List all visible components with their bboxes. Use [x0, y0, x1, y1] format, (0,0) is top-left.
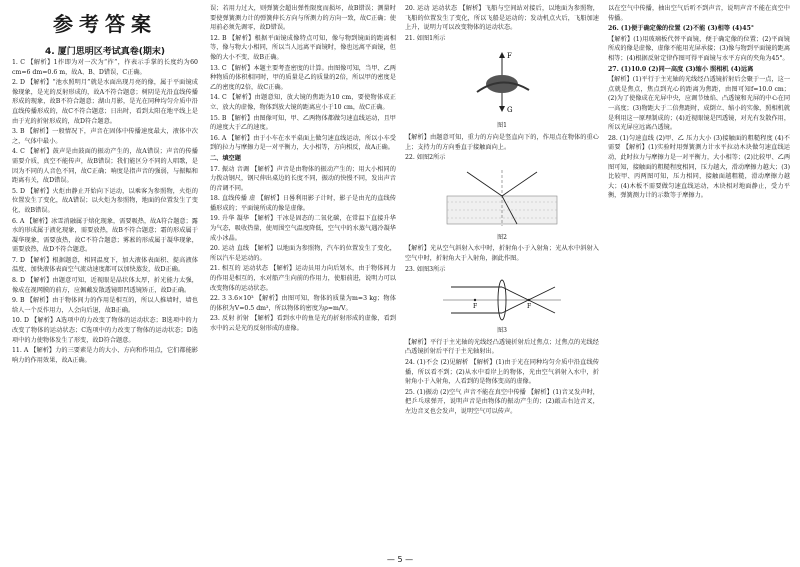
answer-paragraph: 9. B 【解析】由于物体间力的作用是相互的，所以人推墙时，墙也给人一个反作用力，人会向后退，故B正确。 — [12, 297, 198, 314]
section-heading: 二、填空题 — [210, 154, 241, 162]
answer-paragraph: 11. A 【解析】力的三要素是力的大小、方向和作用点，它们都能影响力的作用效果，故A正确。 — [12, 347, 198, 364]
answer-paragraph: 20. 运动 直线 【解析】以地面为参照物，汽车的位置发生了变化，所以汽车是运动的。 — [210, 245, 396, 262]
figure-1-caption: 图1 — [497, 122, 507, 130]
answer-paragraph: 28. (1)匀速直线 (2)甲、乙 压力大小 (3)接触面的粗糙程度 (4)不需要 【解析】(1)实验时用弹簧测力计水平拉动木块做匀速直线运动，此时拉力与摩擦力是一对平衡力，大小相等；(2)比较甲、乙两图可知，接触面的粗糙程度相同，压力越大，滑动摩擦力越大；(3)比较甲、丙两图可知，压力相同，接触面越粗糙，滑动摩擦力越大；(4)木板不需要做匀速直线运动，木块相对地面静止，受力平衡，弹簧测力计的示数等于摩擦力。 — [608, 134, 790, 200]
answer-paragraph: 17. 振动 音调 【解析】声音是由物体的振动产生的；用大小相同的力拨动钢尺，钢尺伸出桌边的长度不同，振动的快慢不同，发出声音的音调不同。 — [210, 165, 396, 192]
answer-paragraph: 21. 相互的 运动状态 【解析】运动员用力向后划水，由于物体间力的作用是相互的，水对船产生向前的作用力，使船前进，说明力可以改变物体的运动状态。 — [210, 265, 396, 292]
answer-paragraph: 23. 如图3所示 — [405, 265, 446, 273]
figure-3-lens-diagram — [437, 277, 567, 323]
answer-paragraph: 【解析】(1)用玻璃板代替平面镜，便于确定像的位置；(2)平面镜所成的像是虚像，虚像不能用光屏承接；(3)像与物到平面镜的距离相等；(4)根据反射定律作图可得平面镜与水平方向的夹角为45°。 — [608, 35, 790, 62]
page-header — [12, 6, 198, 38]
answer-paragraph: 16. A 【解析】由于小车在水平桌面上做匀速直线运动，所以小车受到的拉力与摩擦力是一对平衡力，大小相等，方向相反，故A正确。 — [210, 134, 396, 152]
answer-paragraph: 27. (1)10.0 (2)同一高度 (3)缩小 照相机 (4)远离 — [608, 65, 754, 73]
column-4 — [608, 4, 790, 552]
answer-paragraph: 2. D 【解析】“池水照明月”就是水面出现月亮的像，属于平面镜成像现象，是光的反射形成的，故A不符合题意；树阴是光沿直线传播形成的现象，故B不符合题意；湖山月影，是光在同种均匀介质中沿直线传播形成的，故C不符合题意；日出时，看到太阳在地平线上是由于光的折射形成的，故D符合题意。 — [12, 79, 198, 125]
svg-text:G: G — [507, 106, 513, 115]
page-title: 参考答案 — [53, 11, 157, 36]
figure-3-caption: 图3 — [497, 327, 507, 335]
answer-paragraph: 【解析】光从空气斜射入水中时，折射角小于入射角；光从水中斜射入空气中时，折射角大于入射角，据此作图。 — [405, 245, 599, 262]
column-2 — [210, 4, 396, 552]
answer-paragraph: 14. C 【解析】由题意知，放大镜的焦距为10 cm，要使物体成正立、放大的虚像，物体到放大镜的距离应小于10 cm，故C正确。 — [210, 94, 396, 111]
answer-paragraph: 1. C 【解析】1拃即为对一次为“拃”，拃表示手掌的长度约为60 cm=6 dm=0.6 m，故A、B、D错误，C正确。 — [12, 59, 198, 76]
answer-paragraph: 8. D 【解析】由题意可知，近视眼是晶状体太厚，折光能力太强，像成在视网膜的前方，应佩戴发散透镜即凹透镜矫正，故D正确。 — [12, 277, 198, 294]
figure-1-force-diagram — [447, 46, 557, 118]
answer-paragraph: 5. D 【解析】火炬由静止开始向下运动，以乘客为参照物，火炬的位置发生了变化，故A错误；以火炬为参照物，地面的位置发生了变化，故B错误。 — [12, 187, 198, 214]
answer-paragraph: 以在空气中传播，抽出空气后听不到声音，说明声音不能在真空中传播。 — [608, 5, 790, 22]
answer-paragraph: 3. B 【解析】一般情况下，声音在固体中传播速度最大，液体中次之，气体中最小。 — [12, 128, 198, 145]
answer-paragraph: 15. B 【解析】由图像可知，甲、乙两物体都做匀速直线运动，且甲的速度大于乙的速度。 — [210, 114, 396, 132]
answer-paragraph: 13. C 【解析】本题主要考查密度的计算。由图像可知，当甲、乙两种物质的体积相同时，甲的质量是乙的质量的2倍，所以甲的密度是乙的密度的2倍，故C正确。 — [210, 64, 396, 91]
answer-paragraph: 22. 如图2所示 — [405, 154, 446, 162]
answer-paragraph: 18. 直线传播 虚 【解析】日晷利用影子计时，影子是由光的直线传播形成的；平面镜所成的像是虚像。 — [210, 195, 396, 212]
answer-paragraph: 25. (1)振动 (2)空气 声音不能在真空中传播 【解析】(1)音叉发声时，把乒乓球弹开，说明声音是由物体的振动产生的；(2)敲击右边音叉，左边音叉也会发声，说明空气可以传声。 — [405, 388, 599, 415]
svg-text:F: F — [507, 52, 512, 61]
answer-paragraph: 7. D 【解析】根据题意，相同温度下，加大液体表面积、提高液体温度、加快液体表面空气流动速度都可以加快蒸发，故D正确。 — [12, 256, 198, 274]
answer-paragraph: 24. (1)不会 (2)见解析 【解析】(1)由于光在同种均匀介质中沿直线传播，所以看不到；(2)从水中看岸上的物体，光由空气斜射入水中，折射角小于入射角，人看到的是物体变高的虚像。 — [405, 358, 599, 386]
answer-paragraph: 23. 反射 折射 【解析】看到水中的鱼是光的折射形成的虚像，看到水中的云是光的反射形成的虚像。 — [210, 315, 396, 332]
answer-paragraph: 6. A 【解析】冰雪消融属于熔化现象，需要吸热，故A符合题意；露水的形成属于液化现象，需要放热，故B不符合题意；霜的形成属于凝华现象，需要放热，故C不符合题意；雾凇的形成属于凝华现象，需要放热，故D不符合题意。 — [12, 217, 198, 254]
figure-2-refraction-diagram — [437, 166, 567, 230]
answer-paragraph: 【解析】由题意可知，重力的方向是竖直向下的，作用点在物体的重心上；支持力的方向垂直于接触面向上。 — [405, 133, 599, 151]
answer-paragraph: 【解析】(1)平行于主光轴的光线经凸透镜折射后会聚于一点，这一点就是焦点，焦点到光心的距离为焦距，由图可知f=10.0 cm；(2)为了使像成在光屏中央，应调节烛焰、凸透镜和光屏的中心在同一高度；(3)物距大于二倍焦距时，成倒立、缩小的实像，照相机就是利用这一原理制成的；(4)近视眼镜是凹透镜，对光有发散作用，所以光屏应远离凸透镜。 — [608, 76, 790, 132]
figure-2-caption: 图2 — [497, 233, 507, 241]
svg-text:F: F — [473, 303, 478, 311]
section-title: 4. 厦门思明区考试真卷(期末) — [44, 47, 166, 57]
answer-paragraph: 20. 运动 运动状态 【解析】飞船与空间站对接后，以地面为参照物，飞船的位置发生了变化，所以飞船是运动的；发动机点火后，飞船加速上升，说明力可以改变物体的运动状态。 — [405, 5, 599, 32]
answer-paragraph: 26. (1)便于确定像的位置 (2)不能 (3)相等 (4)45° — [608, 25, 754, 33]
answer-paragraph: 12. B 【解析】根据平面镜成像特点可知，像与物到镜面的距离相等，像与物大小相同，所以当人远离平面镜时，像也远离平面镜，但像的大小不变，故B正确。 — [210, 34, 396, 61]
answer-paragraph: 【解析】平行于主光轴的光线经凸透镜折射后过焦点；过焦点的光线经凸透镜折射后平行于主光轴射出。 — [405, 338, 599, 356]
column-1 — [12, 58, 198, 553]
answer-paragraph: 22. 3 3.6×10³ 【解析】由图可知，物体的质量为m=3 kg；物体的体积为V=0.5 dm³，所以物体的密度为ρ=m/V。 — [210, 295, 396, 312]
answer-paragraph: 10. D 【解析】A选项中的力改变了物体的运动状态；B选项中的力改变了物体的运动状态；C选项中的力改变了物体的运动状态；D选项中的力使物体发生了形变，故D符合题意。 — [12, 317, 198, 344]
column-3 — [405, 4, 599, 552]
answer-paragraph: 19. 升华 凝华 【解析】干冰是固态的二氧化碳，在常温下直接升华为气态，吸收热量，使周围空气温度降低，空气中的水蒸气遇冷凝华成小冰晶。 — [210, 215, 396, 242]
svg-text:F: F — [527, 303, 532, 311]
answer-paragraph: 4. C 【解析】鼓声是由鼓面的振动产生的，故A错误；声音的传播需要介质，真空不能传声，故B错误；我们能区分不同的人唱歌，是因为不同的人音色不同，故C正确；响度是指声音的强弱，与振幅和距离有关，故D错误。 — [12, 148, 198, 185]
page-number: — 5 — — [386, 555, 414, 564]
answer-paragraph: 21. 如图1所示 — [405, 34, 446, 42]
answer-paragraph: 误；若用力过大，则弹簧会超出弹性限度而损坏，故B错误；测量时要使弹簧测力计的弹簧伸长方向与所测力的方向一致，故C正确；使用前必须先调零，故D错误。 — [210, 5, 396, 32]
